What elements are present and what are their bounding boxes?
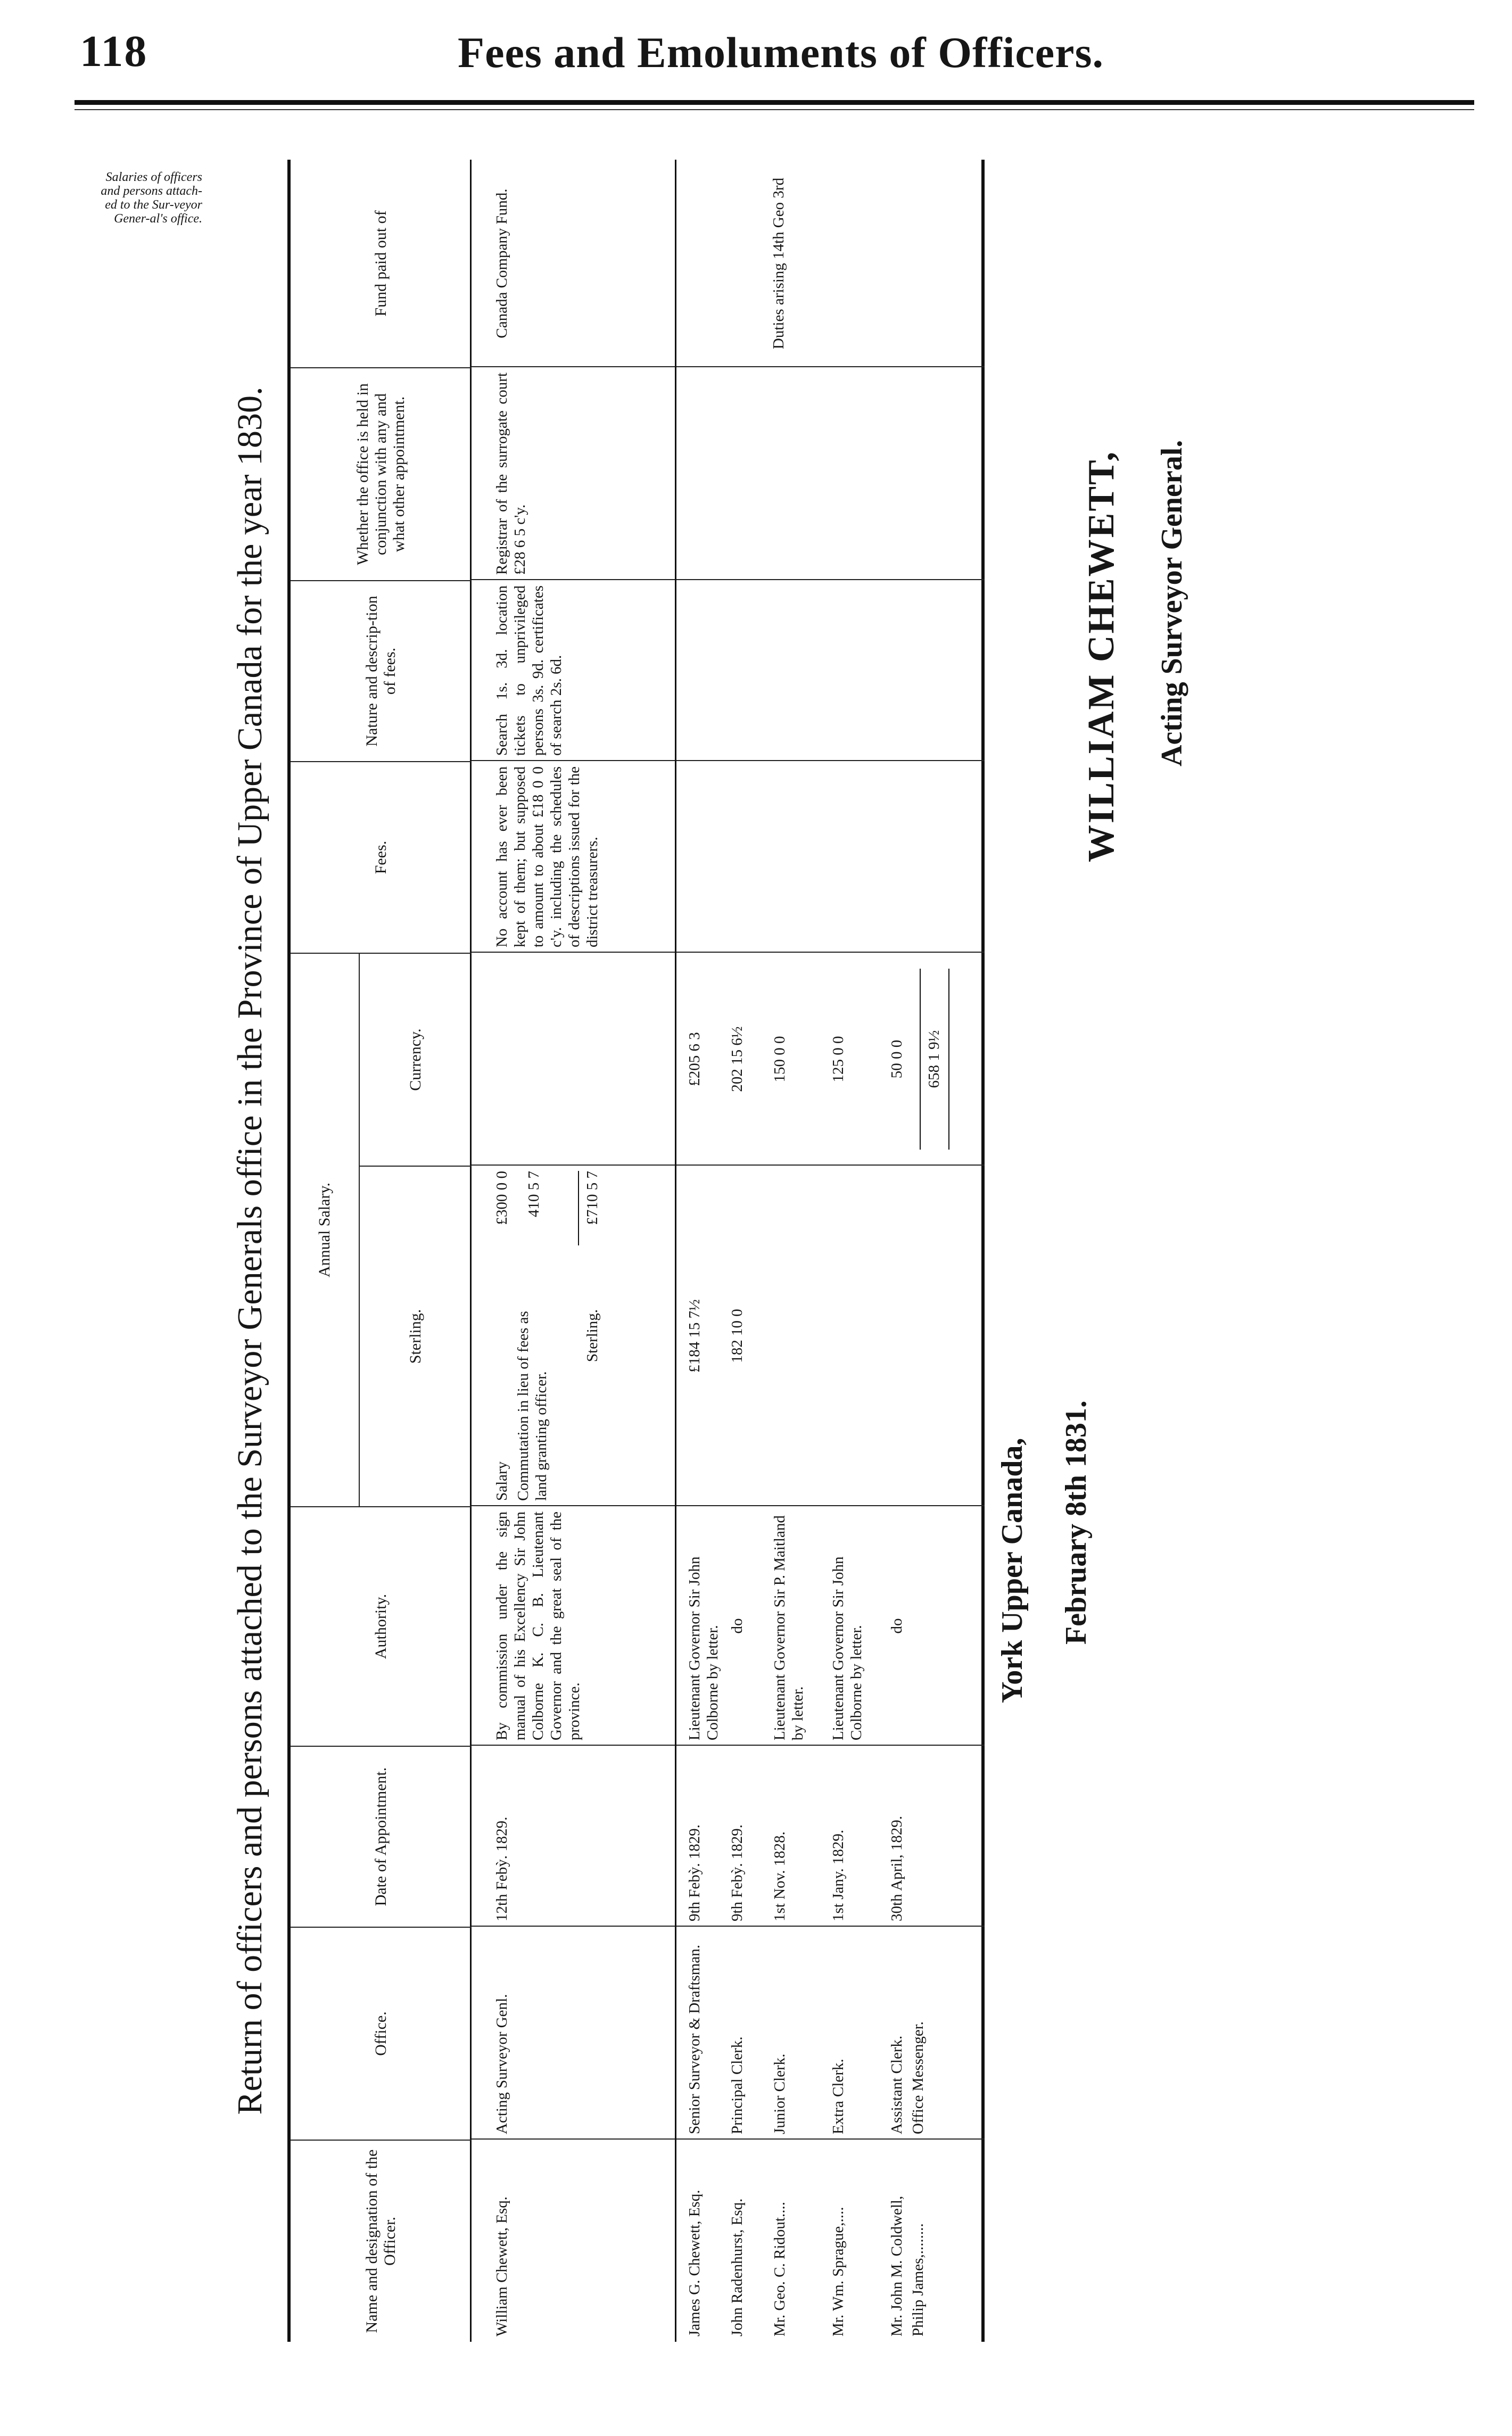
cell-sterling-total-label: Sterling. (584, 1309, 601, 1362)
cell-authority: Lieutenant Governor Sir John Colborne by letter. (830, 1556, 865, 1740)
cell-authority: do (888, 1618, 905, 1634)
col-header-annual-salary: Annual Salary. (291, 953, 360, 1506)
table-body (472, 160, 985, 2342)
sum-rule (578, 1171, 579, 1245)
place-line: York Upper Canada, (996, 1438, 1029, 1703)
cell-salary-label: Salary (493, 1461, 510, 1501)
cell-name: Mr. John M. Coldwell, (888, 2195, 905, 2336)
cell-currency: 50 0 0 (888, 1039, 905, 1079)
cell-name: Mr. Geo. C. Ridout.... (771, 2202, 788, 2336)
cell-office: Office Messenger. (910, 2021, 927, 2134)
date-line: February 8th 1831. (1060, 1400, 1093, 1645)
signature-name: WILLIAM CHEWETT, (1081, 450, 1122, 862)
cell-authority: By commission under the sign manual of his Excellency Sir John Colborne K. C. B. Lieutenant Governor and the great seal of the province. (493, 1512, 583, 1740)
cell-sterling: 182 10 0 (729, 1309, 746, 1363)
table-header (291, 160, 472, 2342)
cell-name: Philip James,........ (910, 2223, 927, 2336)
signature-title: Acting Surveyor General. (1155, 440, 1188, 766)
cell-name: William Chewett, Esq. (493, 2196, 510, 2336)
cell-salary-amount: £300 0 0 (493, 1171, 510, 1225)
cell-currency: £205 6 3 (686, 1032, 703, 1086)
cell-date: 1st Jany. 1829. (830, 1829, 847, 1921)
cell-authority: do (729, 1618, 746, 1634)
col-header-date: Date of Appointment. (291, 1746, 472, 1927)
cell-commutation-amount: 410 5 7 (525, 1171, 542, 1217)
cell-name: John Radenhurst, Esq. (729, 2198, 746, 2336)
cell-fees: No account has ever been kept of them; but supposed to amount to about £18 0 0 c'y. including the schedules of descriptions issued for the district treasurers. (493, 766, 601, 947)
sum-rule (920, 969, 921, 1150)
margin-note: Salaries of officers and persons attach-ed to the Sur-veyor Gener-al's office. (101, 170, 202, 226)
cell-office: Extra Clerk. (830, 2059, 847, 2134)
col-header-authority: Authority. (291, 1506, 472, 1746)
cell-office: Principal Clerk. (729, 2036, 746, 2134)
running-title: Fees and Emoluments of Officers. (458, 28, 1104, 77)
sum-rule (948, 969, 949, 1150)
col-header-sterling: Sterling. (360, 1166, 472, 1506)
cell-date: 9th Febỳ. 1829. (729, 1824, 746, 1921)
column-rule (472, 366, 985, 367)
cell-date: 9th Febỳ. 1829. (686, 1824, 703, 1921)
col-header-office: Office. (291, 1927, 472, 2140)
col-header-currency: Currency. (360, 953, 472, 1166)
cell-office: Junior Clerk. (771, 2053, 788, 2134)
cell-authority: Lieutenant Governor Sir P. Maitland by letter. (771, 1515, 806, 1740)
cell-nature: Search 1s. 3d. location tickets to unprivileged persons 3s. 9d. certificates of search 2s. 6d. (493, 585, 565, 756)
cell-sterling: £184 15 7½ (686, 1299, 703, 1373)
cell-fund: Canada Company Fund. (493, 188, 510, 338)
page-header (0, 0, 1512, 106)
cell-date: 1st Nov. 1828. (771, 1831, 788, 1921)
cell-commutation-label: Commutation in lieu of fees as land granting officer. (515, 1311, 550, 1501)
col-header-fund: Fund paid out of (372, 210, 390, 317)
cell-sterling-total: £710 5 7 (584, 1171, 601, 1225)
col-header-fees: Fees. (291, 761, 472, 953)
col-header-conjunction: Whether the office is held in conjunction with any and what other appointment. (291, 367, 472, 580)
col-header-nature: Nature and descrip-tion of fees. (291, 580, 472, 761)
cell-date: 30th April, 1829. (888, 1815, 905, 1921)
cell-date: 12th Febỳ. 1829. (493, 1816, 510, 1921)
cell-name: Mr. Wm. Sprague,.... (830, 2207, 847, 2336)
cell-name: James G. Chewett, Esq. (686, 2190, 703, 2336)
header-rule-thin (75, 109, 1474, 110)
page-number: 118 (80, 27, 148, 76)
cell-currency-total: 658 1 9½ (926, 1030, 943, 1088)
cell-staff-fund: Duties arising 14th Geo 3rd (770, 177, 787, 350)
col-header-name: Name and designation of the Officer. (291, 2140, 472, 2342)
cell-office: Senior Surveyor & Draftsman. (686, 1945, 703, 2134)
cell-office: Acting Surveyor Genl. (493, 1994, 510, 2134)
table-title: Return of officers and persons attached to the Surveyor Generals office in the Province of Upper Canada for the year 1830. (230, 386, 269, 2115)
cell-currency: 150 0 0 (771, 1036, 788, 1083)
cell-office: Assistant Clerk. (888, 2035, 905, 2134)
return-table (287, 160, 985, 2342)
row-separator (675, 160, 676, 2342)
cell-currency: 202 15 6½ (729, 1026, 746, 1092)
header-rule (75, 100, 1474, 105)
cell-authority: Lieutenant Governor Sir John Colborne by letter. (686, 1556, 721, 1740)
cell-conjunction: Registrar of the surrogate court £28 6 5 c'y. (493, 373, 528, 575)
rotated-table-block (224, 160, 985, 2342)
cell-currency: 125 0 0 (830, 1036, 847, 1083)
